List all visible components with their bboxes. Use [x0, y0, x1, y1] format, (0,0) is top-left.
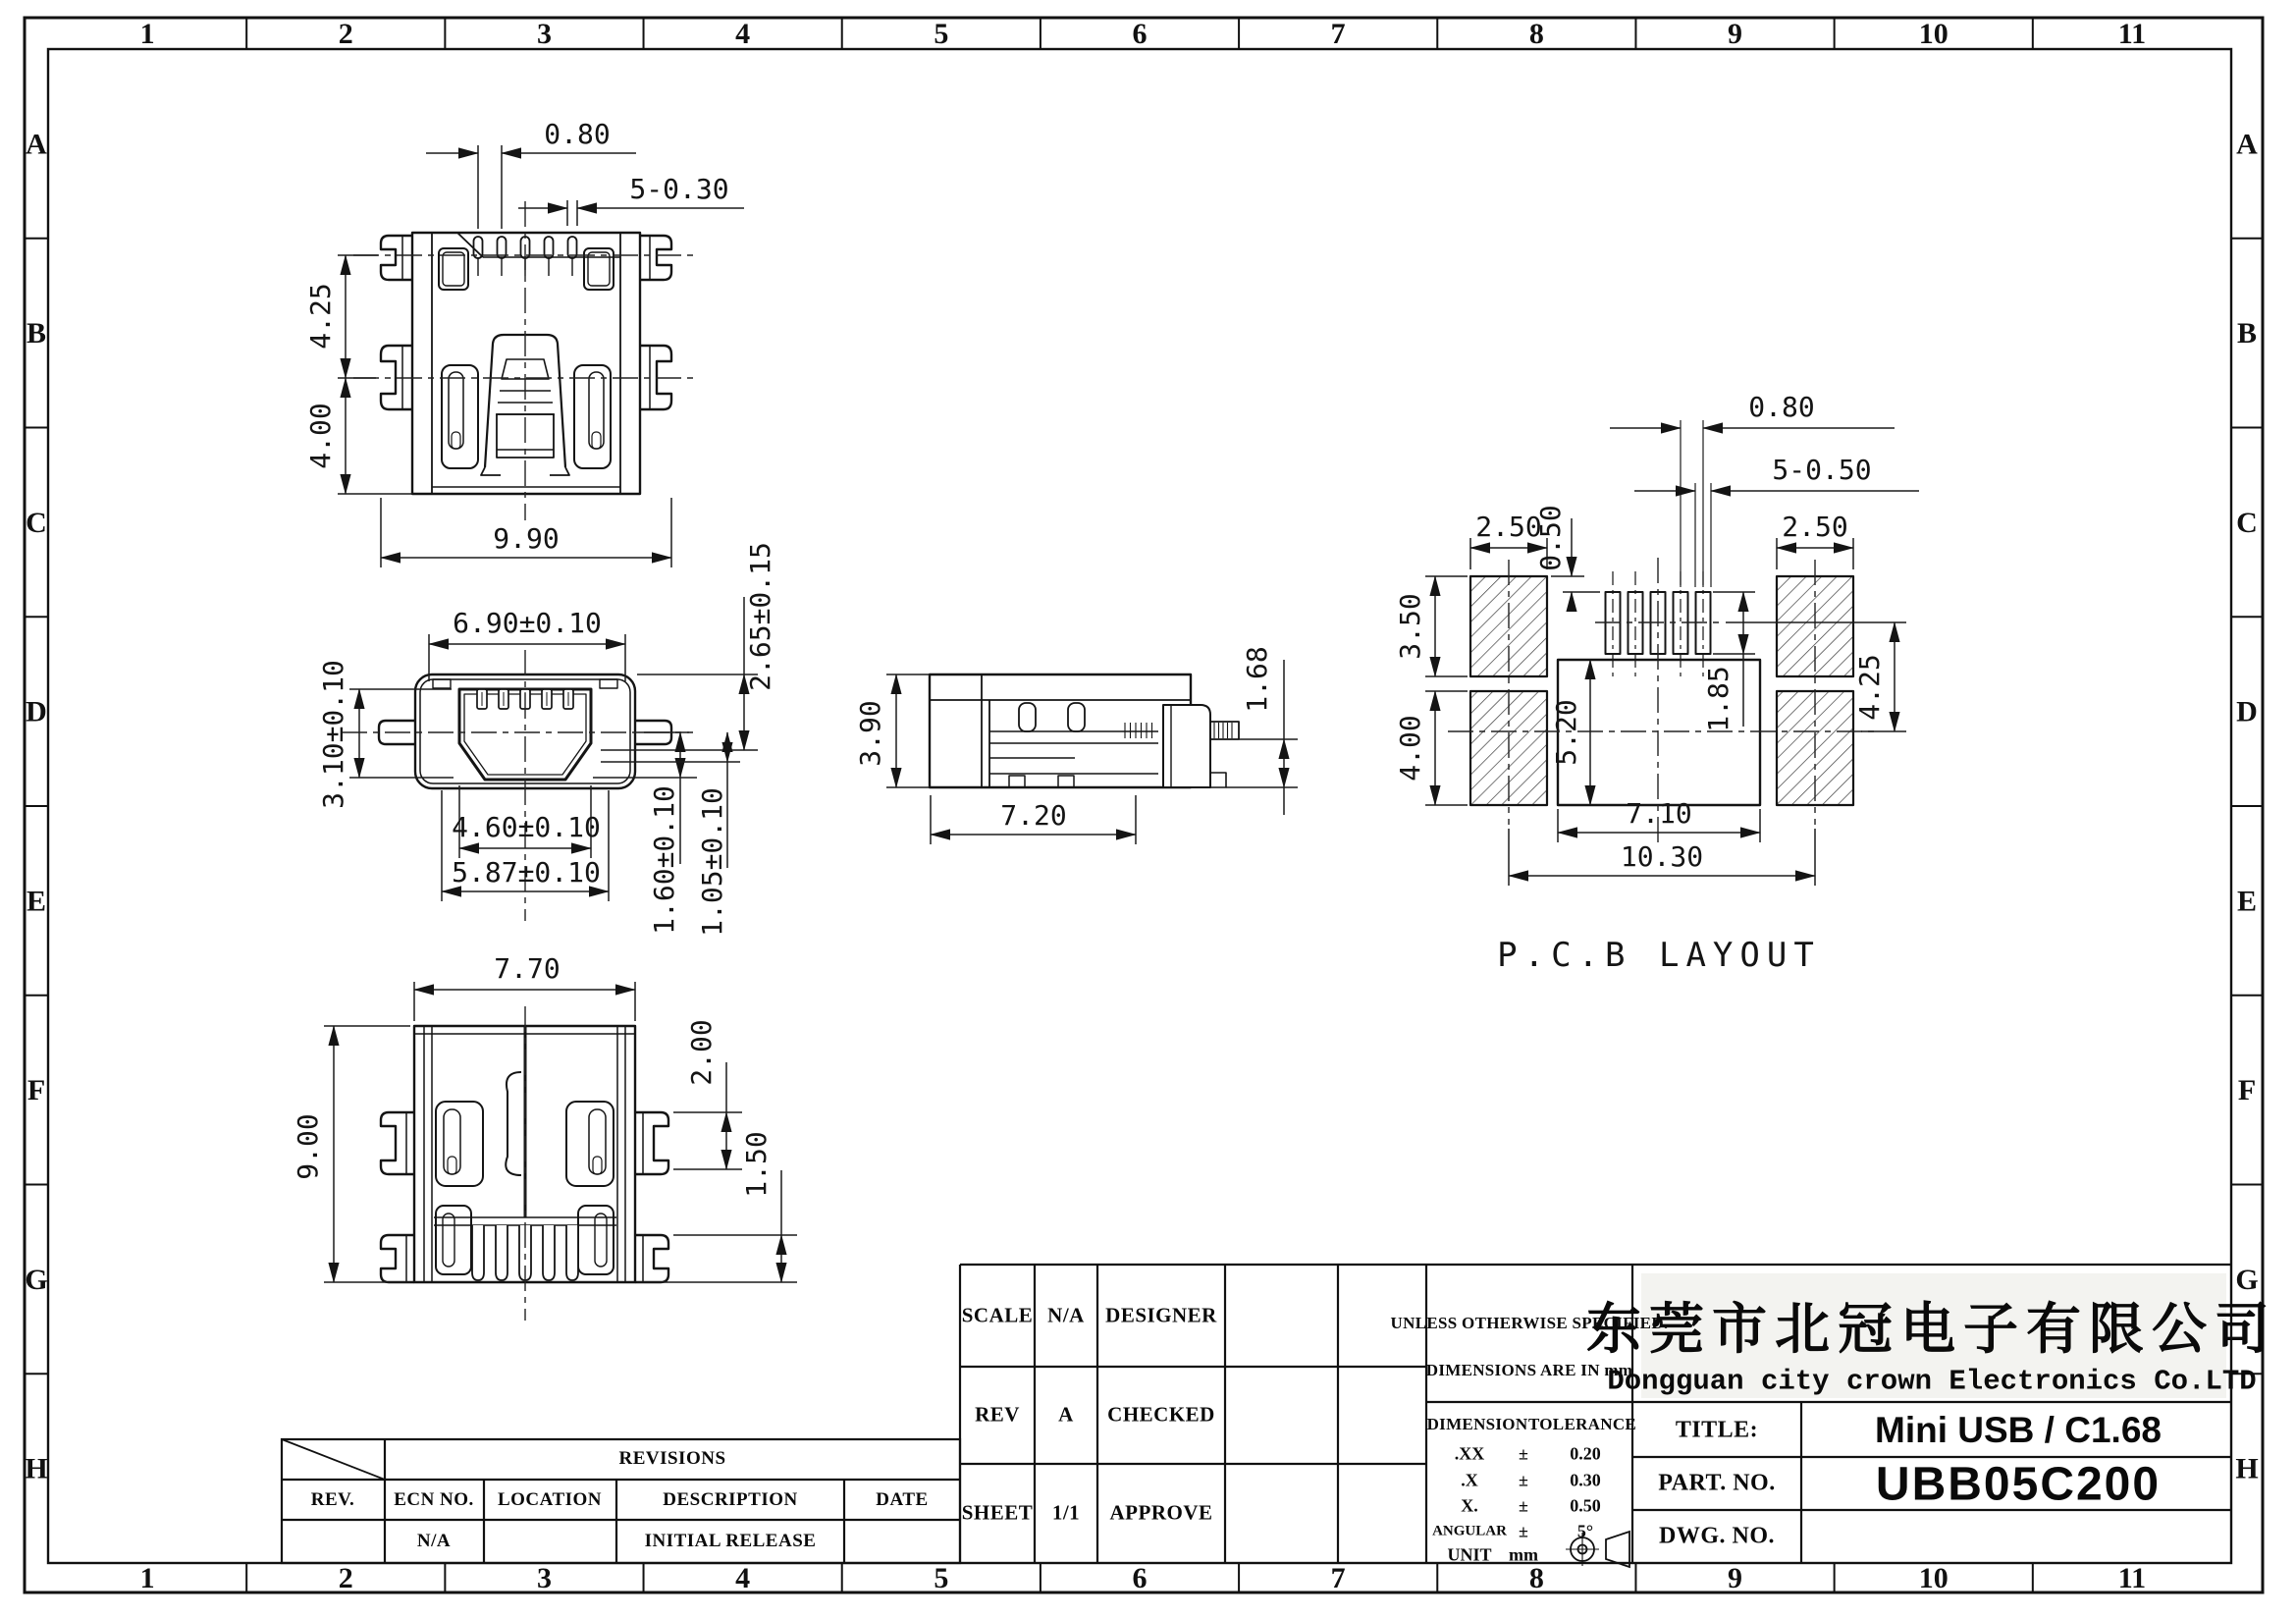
dim-face-left: 3.10±0.10 [317, 660, 349, 809]
tolerance-dim-angular: ANGULAR [1432, 1523, 1507, 1539]
dim-front-lower: 4.00 [304, 403, 337, 469]
tolerance-note-2: DIMENSIONS ARE IN mm [1425, 1361, 1633, 1379]
pcb-layout-title: P.C.B LAYOUT [1497, 936, 1821, 975]
grid-row-label: B [26, 317, 47, 351]
grid-column-label: 11 [2117, 1562, 2147, 1594]
grid-column-label: 4 [735, 1562, 751, 1594]
dim-front-upper: 4.25 [304, 283, 337, 350]
grid-row-label: E [26, 885, 47, 918]
tolerance-col-tolerance: TOLERANCE [1527, 1415, 1637, 1433]
plus-minus: ± [1519, 1443, 1528, 1464]
tolerance-note-1: UNLESS OTHERWISE SPECIFIED. [1390, 1314, 1669, 1332]
grid-row-label: G [2235, 1263, 2259, 1296]
grid-row-label: A [2236, 128, 2258, 161]
dim-side-height: 3.90 [854, 700, 886, 767]
part-no-label: PART. NO. [1658, 1470, 1776, 1496]
sheet-value: 1/1 [1051, 1500, 1081, 1525]
face-view [317, 542, 776, 937]
revisions-header-location: LOCATION [497, 1489, 603, 1510]
plus-minus: ± [1519, 1495, 1528, 1516]
grid-column-label: 5 [934, 18, 949, 50]
grid-column-label: 4 [735, 18, 751, 50]
revisions-header-rev: REV. [310, 1489, 355, 1510]
grid-column-label: 5 [934, 1562, 949, 1594]
dim-side-width: 7.20 [1000, 799, 1067, 832]
grid-column-label: 8 [1528, 18, 1544, 50]
tolerance-val-xx: 0.20 [1570, 1443, 1601, 1464]
projection-symbol-icon [1566, 1532, 1629, 1567]
revisions-header-description: DESCRIPTION [663, 1489, 798, 1510]
grid-row-label: C [2236, 506, 2258, 539]
unit-value: mm [1509, 1544, 1538, 1565]
grid-row-label: C [26, 506, 47, 539]
company-name-cn: 东莞市北冠电子有限公司 [1586, 1300, 2277, 1361]
grid-column-label: 10 [1918, 18, 1949, 50]
company-name-en: Dongguan city crown Electronics Co.LTD [1607, 1365, 2257, 1398]
dim-front-width: 9.90 [493, 522, 560, 555]
dim-side-foot: 1.68 [1241, 646, 1273, 713]
tolerance-dim-xx: .XX [1454, 1443, 1485, 1464]
grid-row-label: D [2236, 695, 2258, 728]
grid-row-label: H [25, 1452, 48, 1485]
scale-value: N/A [1047, 1303, 1085, 1327]
grid-column-label: 11 [2117, 18, 2147, 50]
dim-pcb-slot-w: 7.10 [1626, 797, 1692, 830]
dim-face-inner-b: 1.05±0.10 [696, 787, 728, 937]
grid-row-label: A [26, 128, 47, 161]
grid-column-label: 1 [139, 1562, 155, 1594]
dim-face-top: 6.90±0.10 [453, 607, 602, 639]
rev-value: A [1058, 1402, 1074, 1427]
grid-row-label: F [27, 1074, 46, 1107]
dim-bottom-foot: 1.50 [740, 1131, 773, 1198]
grid-row-label: B [2236, 317, 2258, 351]
tolerance-val-angular: 5° [1576, 1521, 1594, 1541]
scale-label: SCALE [961, 1303, 1034, 1327]
dim-front-pitch: 0.80 [544, 118, 611, 150]
tolerance-dim-x: .X [1461, 1470, 1478, 1490]
tolerance-col-dimension: DIMENSION [1426, 1415, 1528, 1433]
dim-pcb-pitch: 0.80 [1748, 391, 1815, 423]
grid-column-label: 3 [536, 18, 552, 50]
dim-pcb-padw-right: 2.50 [1782, 511, 1848, 543]
dim-pcb-padw-left: 2.50 [1475, 511, 1542, 543]
grid-column-label: 2 [338, 18, 353, 50]
grid-row-label: E [2236, 885, 2258, 918]
designer-label: DESIGNER [1105, 1303, 1217, 1327]
dim-front-pins: 5-0.30 [629, 173, 729, 205]
side-view [854, 646, 1298, 844]
dim-pcb-pin-pad-h: 1.85 [1702, 666, 1735, 732]
revisions-header-date: DATE [876, 1489, 929, 1510]
dim-face-right: 2.65±0.15 [744, 542, 776, 691]
revisions-title: REVISIONS [618, 1448, 726, 1469]
grid-column-label: 6 [1132, 18, 1148, 50]
dwg-no-label: DWG. NO. [1659, 1523, 1775, 1549]
rev-label: REV [975, 1402, 1020, 1427]
dim-pcb-padh-upper: 3.50 [1394, 593, 1426, 660]
plus-minus: ± [1519, 1521, 1528, 1541]
grid-column-label: 3 [536, 1562, 552, 1594]
grid-column-label: 1 [139, 18, 155, 50]
checked-label: CHECKED [1107, 1402, 1215, 1427]
dim-face-opening: 4.60±0.10 [452, 811, 601, 843]
grid-column-label: 8 [1528, 1562, 1544, 1594]
dim-pcb-slot-h: 5.20 [1550, 699, 1582, 766]
front-view [304, 118, 744, 567]
dim-pcb-offset: 0.50 [1534, 505, 1567, 571]
plus-minus: ± [1519, 1470, 1528, 1490]
dim-bottom-height: 9.00 [292, 1113, 324, 1180]
grid-column-label: 9 [1728, 18, 1743, 50]
revisions-cell-description: INITIAL RELEASE [644, 1531, 817, 1551]
grid-column-label: 10 [1918, 1562, 1949, 1594]
part-no-value: UBB05C200 [1875, 1458, 2162, 1511]
grid-column-label: 2 [338, 1562, 353, 1594]
dim-pcb-padh-lower: 4.00 [1394, 715, 1426, 782]
tolerance-val-x0: 0.50 [1570, 1495, 1601, 1516]
grid-column-label: 7 [1330, 18, 1346, 50]
grid-column-label: 7 [1330, 1562, 1346, 1594]
grid-row-label: G [25, 1263, 48, 1296]
dim-face-shell: 5.87±0.10 [452, 856, 601, 889]
revisions-diagonal [282, 1439, 385, 1480]
pcb-layout-view [1394, 391, 1919, 975]
title-label: TITLE: [1675, 1417, 1759, 1443]
tolerance-val-x: 0.30 [1570, 1470, 1601, 1490]
grid-row-label: H [2235, 1452, 2259, 1485]
bottom-view [292, 952, 797, 1321]
grid-row-label: F [2237, 1074, 2257, 1107]
approve-label: APPROVE [1109, 1500, 1213, 1525]
dim-pcb-holes: 5-0.50 [1772, 454, 1872, 486]
dim-pcb-row-offset: 4.25 [1853, 654, 1886, 721]
revisions-cell-ecn: N/A [416, 1531, 452, 1551]
revisions-header-ecn: ECN NO. [394, 1489, 474, 1510]
grid-column-label: 9 [1728, 1562, 1743, 1594]
grid-column-label: 6 [1132, 1562, 1148, 1594]
title-value: Mini USB / C1.68 [1875, 1410, 2162, 1450]
dim-face-inner-a: 1.60±0.10 [648, 785, 680, 935]
unit-label: UNIT [1447, 1544, 1492, 1565]
dim-pcb-overall: 10.30 [1620, 840, 1704, 873]
grid-row-label: D [26, 695, 47, 728]
sheet-label: SHEET [961, 1500, 1034, 1525]
tolerance-dim-x0: X. [1461, 1495, 1478, 1516]
dim-bottom-ear: 2.00 [685, 1019, 718, 1086]
dim-bottom-width: 7.70 [494, 952, 561, 985]
